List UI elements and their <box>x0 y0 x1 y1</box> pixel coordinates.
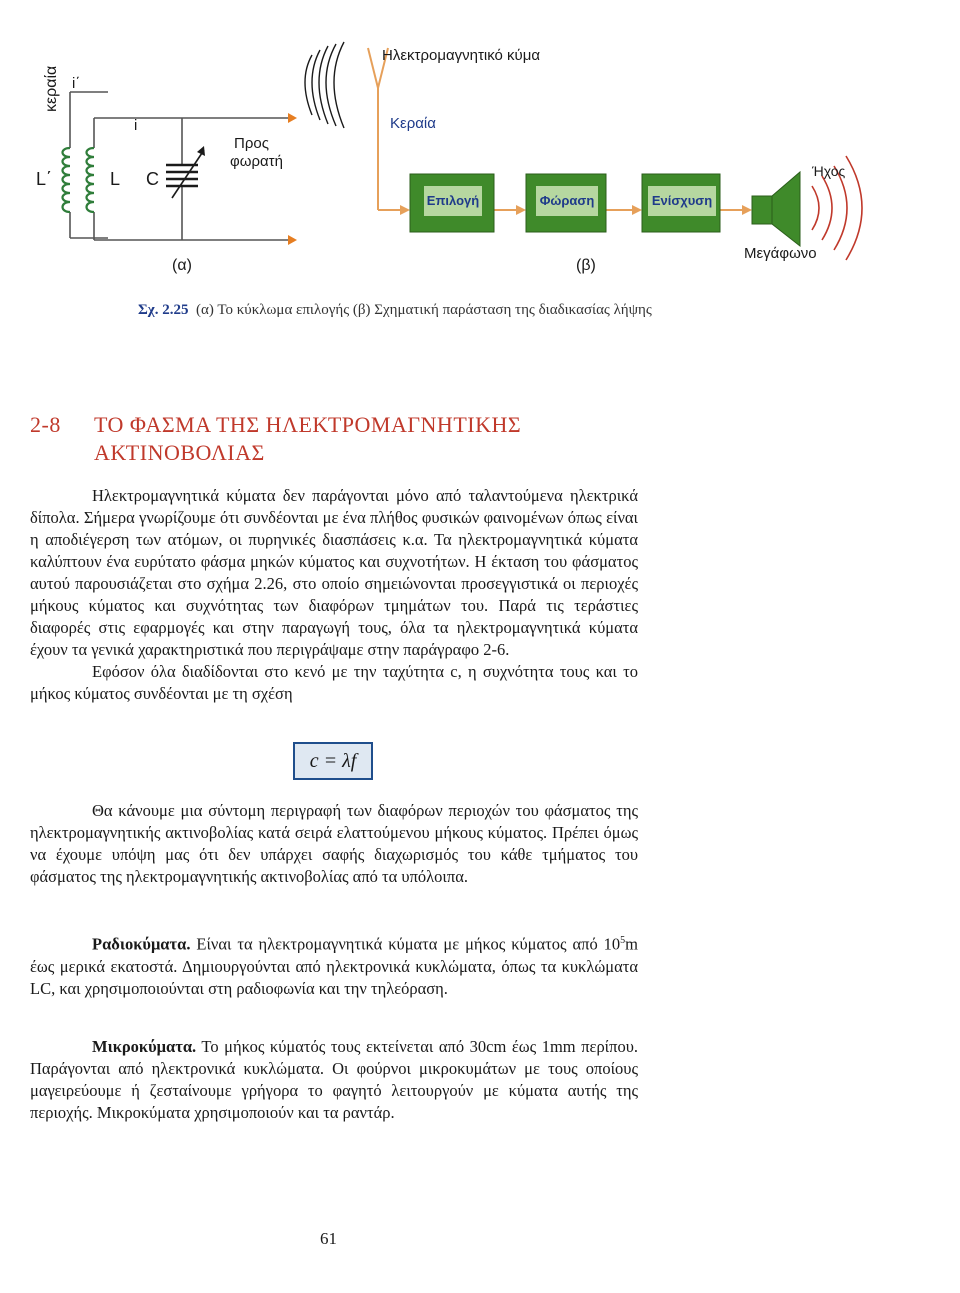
coil-l <box>87 148 95 212</box>
radio-waves-heading: Ραδιοκύματα. <box>92 934 191 954</box>
to-detector-line2: φωρατή <box>230 153 283 170</box>
section-number: 2-8 <box>30 412 61 437</box>
block-amplification: Ενίσχυση <box>651 193 713 208</box>
intro-paragraph-2: Εφόσον όλα διαδίδονται στο κενό με την ταχύτητα c, η συχνότητα τους και το μήκος κύματος συνδέονται με τη σχέση <box>30 662 638 703</box>
microwaves-block <box>30 1036 638 1124</box>
coil-l-prime-label: L΄ <box>36 169 53 189</box>
spectrum-intro-paragraph: Θα κάνουμε μια σύντομη περιγραφή των διαφόρων περιοχών του φάσματος της ηλεκτρομαγνητικής ακτινοβολίας κατά σειρά ελαττούμενου μήκους κύματος. Πρέπει όμως να έχουμε υπόψη μας ότι δεν υπάρχει σαφής διαχωρισμός του κάθε τμήματος του φάσματος της ηλεκτρομαγνητικής ακτινοβολίας από τα υπόλοιπα. <box>30 801 638 886</box>
section-title-line1: ΤΟ ΦΑΣΜΑ ΤΗΣ ΗΛΕΚΤΡΟΜΑΓΝΗΤΙΚΗΣ <box>94 412 522 437</box>
radio-text-b: m έως μερικά εκατοστά. Δημιουργούνται από ηλεκτρονικά κυκλώματα, όπως τα κυκλώματα LC, και χρησιμοποιούνται στη ραδιοφωνία και την τηλεόραση. <box>30 934 638 998</box>
section-title-line2: ΑΚΤΙΝΟΒΟΛΙΑΣ <box>94 440 265 465</box>
intro-paragraph-1: Ηλεκτρομαγνητικά κύματα δεν παράγονται μόνο από ταλαντούμενα ηλεκτρικά δίπολα. Σήμερα γνωρίζουμε ότι συνδέονται με ένα πλήθος φυσικών φαινομένων όπως είναι η αποδιέγερση των ατόμων, οι πυρηνικές διασπάσεις κ.α. Τα ηλεκτρομαγνητικά κύματα καλύπτουν ένα ευρύτατο φάσμα μηκών κύματος και συχνοτήτων. Η έκταση του φάσματος αυτού παρουσιάζεται στο σχήμα 2.26, στο οποίο σημειώνονται προσεγγιστικά οι περιοχές μήκους κύματος και συχνότητας των διαφόρων τμημάτων του. Παρά τις τεράστιες διαφορές στις εφαρμογές και στην παραγωγή τους, όλα τα ηλεκτρομαγνητικά κύματα έχουν τα γενικά χαρακτηριστικά που περιγράψαμε στην παράγραφο 2-6. <box>30 486 638 659</box>
block-selection: Επιλογή <box>426 193 480 208</box>
caption-prefix: Σχ. 2.25 <box>138 302 189 318</box>
coil-l-prime <box>63 148 71 212</box>
intro-block <box>30 485 638 705</box>
radio-exponent: 5 <box>620 935 626 946</box>
radio-waves-block <box>30 930 638 1000</box>
microwaves-paragraph <box>30 1036 638 1124</box>
equation-box: c = λf <box>293 742 373 780</box>
speaker-icon <box>752 172 800 246</box>
speaker-label: Μεγάφωνο <box>744 245 817 262</box>
radio-text-a: Είναι τα ηλεκτρομαγνητικά κύματα με μήκος κύματος από 10 <box>190 934 621 954</box>
sound-label: Ήχος <box>812 163 846 179</box>
radio-waves-paragraph <box>30 930 638 1000</box>
antenna-label-circuit: κεραία <box>43 65 60 112</box>
detector-arrows <box>288 113 297 245</box>
em-wave-label: Ηλεκτρομαγνητικό κύμα <box>382 47 541 64</box>
current-prime-label: i΄ <box>72 75 81 92</box>
page-number: 61 <box>320 1229 337 1248</box>
spectrum-intro-block <box>30 800 638 888</box>
to-detector-line1: Προς <box>234 135 269 152</box>
capacitor-label: C <box>146 169 159 189</box>
microwaves-heading: Μικροκύματα. <box>92 1037 197 1056</box>
microwaves-text: Το μήκος κύματός τους εκτείνεται από 30cm έως 1mm περίπου. Παράγονται από ηλεκτρονικά κυκλώματα. Οι φούρνοι μικροκυμάτων με τους οποίους μαγειρεύουμε ή ζεσταίνουμε γρήγορα το φαγητό λειτουργούν με κύματα αυτής της περιοχής. Μικροκύματα χρησιμοποιούν και τα ραντάρ. <box>30 1037 638 1122</box>
caption-text: (α) Το κύκλωμα επιλογής (β) Σχηματική παράσταση της διαδικασίας λήψης <box>196 302 652 318</box>
block-detection: Φώραση <box>539 193 595 208</box>
em-wave-arcs <box>305 42 344 128</box>
panel-a-label: (α) <box>172 257 192 274</box>
figure-caption <box>138 302 652 319</box>
variable-capacitor <box>166 146 205 198</box>
panel-b-label: (β) <box>576 257 596 274</box>
current-label: i <box>134 117 138 134</box>
coil-l-label: L <box>110 169 121 189</box>
receiver-antenna-label: Κεραία <box>390 115 436 132</box>
